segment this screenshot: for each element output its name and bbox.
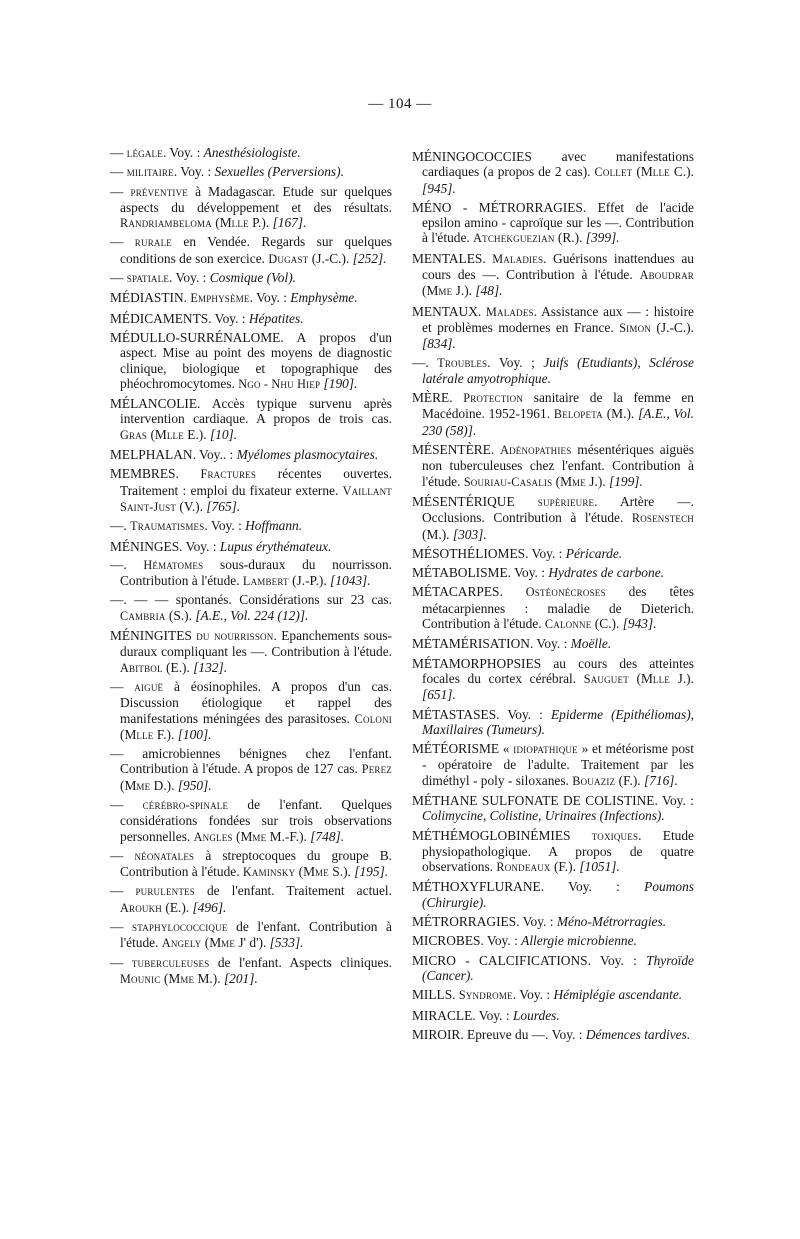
entry-text: E.). (183, 426, 210, 442)
italic-text: [303]. (452, 526, 487, 542)
small-caps-text: Aboudrar (639, 268, 694, 283)
entry-text: MÉNO - MÉTRORRAGIES. Effet de l'acide epsilon amino - caproïque sur les —. Contribution à l'étude. (412, 199, 694, 246)
entry-text: MEMBRES. (110, 466, 201, 482)
italic-text: Allergie microbienne. (521, 933, 637, 949)
entry-text: J.). (585, 473, 609, 489)
small-caps-text: idiopathique (513, 742, 578, 757)
entry-text: (M (232, 828, 253, 844)
small-caps-text: Protection (463, 391, 524, 406)
index-entry-subentry (110, 557, 392, 590)
entry-text: — (110, 919, 133, 935)
small-caps-text: Dugast (268, 251, 309, 266)
entry-text: de l'enfant. Aspects cliniques. (209, 954, 392, 970)
entry-text: MÉTAMORPHOPSIES au cours des atteintes focales du cortex cérébral. (412, 655, 694, 686)
entry-text: MÉTHÉMOGLOBINÉMIES (412, 827, 592, 843)
small-caps-text: Bouaziz (572, 773, 616, 788)
entry-text: — (110, 796, 143, 812)
index-entry-heading (412, 442, 694, 490)
index-entry-heading (412, 656, 694, 703)
small-caps-text: du nourrisson (196, 629, 274, 644)
entry-text: MÉTHOXYFLURANE. Voy. : (412, 879, 645, 895)
small-caps-text: Emphysème (190, 291, 250, 306)
italic-text: [945]. (422, 180, 456, 196)
italic-text: Péricarde. (565, 545, 623, 561)
index-entry-heading (110, 311, 392, 326)
entry-text: MÉNINGOCOCCIES avec manifestations cardiaques (a propos de 2 cas). (412, 149, 694, 180)
entry-text: . Voy. : (512, 987, 554, 1003)
small-caps-text: Calonne (544, 617, 592, 632)
entry-text: . Voy. ; (487, 354, 544, 370)
index-entry-subentry (412, 355, 694, 387)
index-entry-heading (412, 879, 694, 910)
entry-text: (M (120, 777, 137, 793)
entry-text: en Vendée. Regards sur quelques conditions de son exercice. (120, 234, 392, 266)
index-entry-heading (110, 330, 392, 392)
small-caps-text: Angles (193, 829, 233, 844)
italic-text: Moëlle. (570, 636, 612, 652)
small-caps-text: Traumatismes (130, 519, 205, 534)
entry-text: mésentériques aiguës non tuberculeuses chez l'enfant. Contribution à l'étude. (422, 442, 694, 489)
italic-text: Thyroïde (Cancer). (422, 952, 694, 983)
italic-text: [132]. (193, 659, 228, 675)
small-caps-text: Vaillant Saint-Just (120, 483, 392, 514)
italic-text: [765]. (206, 498, 241, 514)
italic-text: [748]. (310, 828, 345, 844)
small-caps-text: Syndrome (458, 988, 513, 1003)
entry-text: MELPHALAN. Voy.. : (110, 447, 237, 463)
entry-text: —. (110, 556, 144, 572)
italic-text: Lupus érythémateux. (219, 538, 332, 554)
italic-text: [199]. (608, 473, 643, 489)
italic-text: [496]. (192, 899, 227, 915)
italic-text: [1051]. (579, 859, 620, 875)
entry-text: MÉNINGITES (110, 628, 197, 644)
entry-text: (C.). (591, 616, 623, 632)
small-caps-text: Cambria (120, 608, 166, 623)
index-entry-subentry (110, 145, 392, 161)
entry-text: MÉNINGES. Voy. : (110, 538, 220, 554)
index-entry-heading (412, 1027, 694, 1042)
small-caps-text: militaire (126, 165, 174, 180)
entry-text: (M.). (602, 406, 639, 422)
small-caps-text: Atchekguezian (473, 231, 555, 246)
index-entry-heading (412, 494, 694, 542)
entry-text: des têtes métacarpiennes : maladie de Dieterich. Contribution à l'étude. (422, 584, 694, 632)
small-caps-text: Randriambeloma (120, 216, 212, 231)
small-caps-text: Lambert (242, 574, 289, 589)
italic-text: Hépatites. (248, 310, 304, 326)
entry-text: D.). (150, 777, 178, 793)
entry-text: de l'enfant. Quelques considérations fondées sur trois observations personnelles. (120, 796, 392, 844)
index-entry-subentry (110, 518, 392, 534)
small-caps-text: Angely (161, 936, 202, 951)
italic-text: Anesthésiologiste. (203, 145, 301, 160)
entry-text: . Guérisons inattendues au cours des —. Contribution à l'étude. (422, 250, 694, 283)
entry-text: MIROIR. Epreuve du —. Voy. : (412, 1026, 586, 1042)
entry-text: C.). (669, 164, 694, 180)
entry-text: MICRO - CALCIFICATIONS. Voy. : (412, 952, 647, 968)
italic-text: [533]. (269, 935, 304, 951)
entry-text: de l'enfant. Traitement actuel. (194, 883, 392, 899)
left-column (110, 145, 392, 990)
index-entry-heading (412, 304, 694, 352)
entry-text: MÉLANCOLIE. Accès typique survenu après intervention cardiaque. A propos de trois cas. (110, 396, 392, 427)
entry-text: MÉTHANE SULFONATE DE COLISTINE. Voy. : (412, 792, 694, 808)
small-caps-text: rurale (134, 235, 172, 250)
entry-text: . Voy. : (162, 145, 204, 160)
small-caps-text: supérieure (537, 494, 595, 509)
entry-text: (F.). (550, 859, 580, 875)
entry-text: (M (120, 726, 137, 742)
index-entry-heading (110, 447, 392, 462)
small-caps-text: purulentes (135, 884, 195, 899)
italic-text: [A.E., Vol. 224 (12)]. (195, 607, 309, 623)
small-caps-text: Rosenstech (631, 511, 694, 526)
entry-text: (M (632, 164, 653, 180)
entry-text: récentes ouvertes. Traitement : emploi du fixateur externe. (120, 466, 392, 498)
index-entry-subentry (110, 184, 392, 232)
small-caps-text: Belopeta (553, 407, 603, 422)
entry-text: MÈRE. (412, 390, 464, 406)
entry-text: — (110, 145, 127, 160)
italic-text: Myélomes plasmocytaires. (236, 447, 379, 463)
index-entry-heading (412, 707, 694, 738)
small-caps-text: Aroukh (120, 900, 163, 915)
entry-text: sous-duraux du nourrisson. Contribution à l'étude. (120, 556, 392, 589)
entry-text: (J.-P.). (288, 573, 331, 589)
small-caps-text: néonatales (134, 848, 195, 863)
small-caps-text: Collet (594, 165, 633, 180)
small-caps-text: tuberculeuses (131, 955, 210, 970)
small-caps-text: Perez (361, 762, 392, 777)
small-caps-text: Sauguet (583, 671, 629, 686)
entry-text: (M (295, 864, 316, 880)
small-caps-text: me (252, 829, 267, 844)
entry-text: . Assistance aux — : histoire et problèmes modernes en France. (422, 303, 694, 335)
entry-text: MÉTASTASES. Voy. : (412, 706, 551, 722)
italic-text: [950]. (177, 777, 212, 793)
italic-text: Hydrates de carbone. (548, 565, 664, 581)
entry-text: à éosinophiles. A propos d'un cas. Discussion étiologique et rappel des manifestations méningées des parasitoses. (120, 678, 392, 726)
small-caps-text: Souriau-Casalis (463, 474, 553, 489)
small-caps-text: Gras (120, 427, 148, 442)
small-caps-text: me (438, 284, 453, 299)
small-caps-text: lle (136, 727, 154, 742)
entry-text: . Voy. : (249, 290, 291, 306)
small-caps-text: Adénopathies (500, 443, 572, 458)
italic-text: Lourdes. (512, 1007, 560, 1023)
small-caps-text: Maladies (492, 251, 544, 266)
index-entry-subentry (110, 848, 392, 881)
entry-text: MÉTRORRAGIES. Voy. : (412, 914, 557, 930)
index-entry-heading (412, 636, 694, 651)
entry-text: (F.). (615, 772, 644, 788)
index-entry-heading (412, 953, 694, 984)
entry-text: MÉTACARPES. (412, 584, 526, 600)
small-caps-text: Fractures (200, 467, 257, 482)
entry-text: (M (628, 670, 653, 686)
small-caps-text: Ostéonécroses (525, 585, 606, 600)
index-entry-subentry (110, 883, 392, 916)
index-entry-heading (412, 200, 694, 247)
entry-text: . Epanchements sous-duraux compliquant les —. Contribution à l'étude. (120, 628, 392, 660)
italic-text: [943]. (622, 616, 657, 632)
entry-text: à streptocoques du groupe B. Contribution à l'étude. (120, 847, 392, 880)
index-entry-heading (110, 539, 392, 554)
index-entry-heading (412, 251, 694, 300)
entry-text: . Voy. : (169, 270, 210, 286)
italic-text: [100]. (177, 726, 212, 742)
small-caps-text: Malades (485, 304, 534, 319)
small-caps-text: me (180, 971, 195, 986)
italic-text: Hoffmann. (245, 518, 303, 534)
entry-text: — (110, 883, 136, 899)
small-caps-text: cérébro-spinale (142, 797, 229, 812)
entry-text: . Voy. : (173, 164, 215, 180)
small-caps-text: Ngo - Nhu Hiep (238, 376, 321, 391)
small-caps-text: toxiques (591, 828, 639, 843)
entry-text: (M (552, 473, 573, 489)
italic-text: Hémiplégie ascendante. (553, 987, 683, 1003)
entry-text: M.). (194, 970, 224, 986)
entry-text: MICROBES. Voy. : (412, 933, 522, 949)
index-entry-heading (110, 466, 392, 515)
entry-text: J.). (452, 283, 476, 299)
index-entry-heading (412, 390, 694, 438)
entry-text: — (110, 234, 135, 250)
small-caps-text: me (221, 936, 236, 951)
entry-text: (R.). (554, 230, 586, 246)
italic-text: [1043]. (330, 573, 371, 589)
entry-text: » et météorisme post - opératoire de l'adulte. Traitement par les diméthyl - poly - siloxanes. (422, 741, 694, 788)
entry-text: — (110, 183, 131, 199)
entry-text: (M (211, 215, 232, 231)
entry-text: — (110, 678, 135, 694)
index-entry-heading (110, 290, 392, 306)
italic-text: [399]. (585, 230, 620, 246)
entry-text: MÉDULLO-SURRÉNALOME. A propos d'un aspect. Mise au point des moyens de diagnostic clinique, biologique et topographique des phéochromocytomes. (110, 329, 392, 391)
italic-text: [10]. (209, 426, 238, 442)
small-caps-text: me (572, 474, 586, 489)
small-caps-text: aiguë (134, 679, 164, 694)
entry-text: (M (422, 283, 439, 299)
small-caps-text: légale (126, 146, 163, 160)
italic-text: [190]. (323, 375, 358, 391)
index-entry-heading (412, 1008, 694, 1023)
index-entry-subentry (110, 797, 392, 845)
small-caps-text: Simon (619, 320, 651, 335)
page-number: — 104 — (368, 96, 432, 112)
entry-text: (E.). (162, 659, 194, 675)
entry-text: — (110, 847, 135, 863)
entry-text: (V.). (176, 498, 207, 514)
entry-text: MÉDIASTIN. (110, 290, 191, 306)
italic-text: [651]. (422, 687, 456, 703)
italic-text: [252]. (352, 250, 387, 266)
entry-text: MIRACLE. Voy. : (412, 1007, 513, 1023)
italic-text: [167]. (272, 215, 307, 231)
index-entry-heading (110, 628, 392, 676)
italic-text: Démences tardives. (585, 1026, 691, 1042)
index-entry-heading (412, 987, 694, 1003)
small-caps-text: me (315, 865, 329, 880)
entry-text: sanitaire de la femme en Macédoine. 1952-1961. (422, 390, 694, 422)
entry-text: — (110, 164, 127, 180)
entry-text: MÉTAMÉRISATION. Voy. : (412, 636, 571, 652)
italic-text: Colimycine, Colistine, Urinaires (Infections). (422, 808, 665, 824)
italic-text: [834]. (422, 336, 456, 352)
small-caps-text: me (136, 778, 151, 793)
italic-text: [195]. (354, 864, 389, 880)
entry-text: (M (201, 935, 222, 951)
entry-text: F.). (153, 726, 178, 742)
italic-text: Juifs (Etudiants), Sclérose latérale amyotrophique. (422, 354, 694, 386)
small-caps-text: Rondeaux (496, 860, 551, 875)
index-entry-subentry (110, 679, 392, 743)
entry-text: S.). (328, 864, 355, 880)
italic-text: Emphysème. (290, 290, 358, 306)
entry-text: à Madagascar. Etude sur quelques aspects du développement et des résultats. (120, 183, 392, 215)
small-caps-text: Hématomes (143, 557, 204, 572)
entry-text: (S.). (165, 607, 196, 623)
small-caps-text: lle (166, 427, 184, 442)
entry-text: MÉSOTHÉLIOMES. Voy. : (412, 545, 566, 561)
entry-text: (M.). (422, 526, 453, 542)
entry-text: (J.-C.). (308, 250, 353, 266)
entry-text: MÉTÉORISME « (412, 741, 514, 757)
small-caps-text: préventive (130, 184, 188, 199)
entry-text: (J.-C.). (650, 319, 694, 335)
index-entry-heading (412, 565, 694, 580)
small-caps-text: Abitbol (120, 660, 163, 675)
small-caps-text: Coloni (354, 711, 392, 726)
italic-text: Méno-Métrorragies. (556, 914, 667, 930)
entry-text: (E.). (162, 899, 193, 915)
index-entry-heading (412, 914, 694, 929)
small-caps-text: lle (652, 671, 670, 686)
small-caps-text: Mounic (120, 971, 161, 986)
index-entry-heading (412, 741, 694, 789)
italic-text: [A.E., Vol. 230 (58)]. (422, 406, 694, 438)
entry-text: MENTALES. (412, 250, 493, 266)
entry-text: J' d'). (235, 935, 270, 951)
index-entry-heading (110, 396, 392, 443)
entry-text: — amicrobiennes bénignes chez l'enfant. Contribution à l'étude. A propos de 127 cas. (110, 746, 392, 777)
italic-text: Cosmique (Vol). (209, 270, 297, 286)
italic-text: [201]. (223, 970, 258, 986)
entry-text: de l'enfant. Contribution à l'étude. (120, 919, 392, 951)
entry-text: (M (147, 426, 167, 442)
entry-text: M.-F.). (266, 828, 311, 844)
italic-text: Sexuelles (Perversions). (214, 164, 344, 180)
index-entry-subentry (110, 164, 392, 180)
entry-text: MÉTABOLISME. Voy. : (412, 565, 549, 581)
entry-text: MILLS. (412, 987, 459, 1003)
index-entry-heading (412, 546, 694, 561)
index-entry-subentry (110, 919, 392, 952)
index-entry-heading (412, 933, 694, 948)
entry-text: —. (412, 354, 438, 370)
index-entry-subentry (110, 592, 392, 624)
small-caps-text: lle (652, 165, 670, 180)
entry-text: (M (160, 970, 181, 986)
index-entry-heading (412, 584, 694, 632)
index-entry-heading (412, 828, 694, 876)
entry-text: MÉDICAMENTS. Voy. : (110, 310, 249, 326)
entry-text: — (110, 270, 127, 286)
entry-text: MENTAUX. (412, 303, 486, 319)
index-entry-subentry (110, 955, 392, 988)
index-entry-heading (412, 793, 694, 824)
right-column (412, 145, 694, 1045)
entry-text: MÉSENTÈRE. (412, 442, 501, 458)
italic-text: [48]. (475, 283, 503, 299)
entry-text: P.). (248, 215, 273, 231)
italic-text: [716]. (643, 772, 678, 788)
entry-text: . Etude physiopathologique. A propos de quatre observations. (422, 827, 694, 875)
index-entry-heading (412, 149, 694, 196)
italic-text: Poumons (Chirurgie). (422, 879, 694, 910)
small-caps-text: Kaminsky (242, 865, 296, 880)
small-caps-text: Troubles (437, 355, 488, 370)
entry-text: . Voy. : (204, 518, 246, 534)
entry-text: MÉSENTÉRIQUE (412, 493, 538, 509)
entry-text: J.). (670, 670, 694, 686)
entry-text: . Artère —. Occlusions. Contribution à l'étude. (422, 493, 694, 526)
italic-text: Epiderme (Epithéliomas), Maxillaires (Tumeurs). (422, 706, 694, 737)
entry-text: —. — — spontanés. Considérations sur 23 cas. (110, 592, 392, 608)
small-caps-text: staphylococcique (132, 920, 228, 935)
small-caps-text: lle (231, 216, 249, 231)
small-caps-text: spatiale (126, 271, 170, 286)
index-entry-subentry (110, 746, 392, 794)
entry-text: — (110, 954, 132, 970)
entry-text: —. (110, 518, 131, 534)
index-entry-subentry (110, 270, 392, 286)
index-entry-subentry (110, 234, 392, 267)
